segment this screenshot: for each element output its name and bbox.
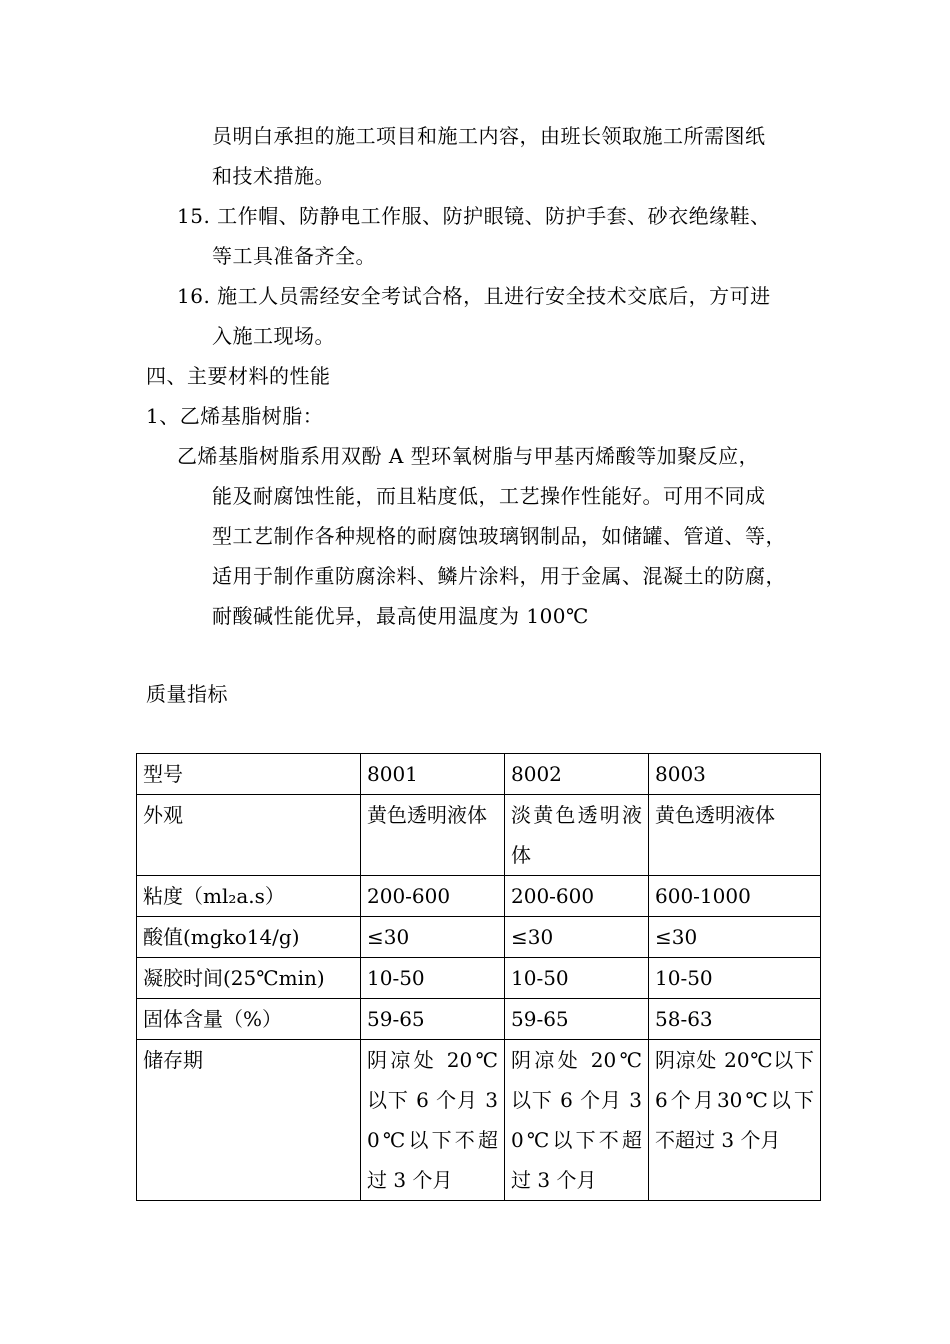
table-row [137,1040,821,1201]
table-row [137,754,821,795]
paragraph-line: 员明白承担的施工项目和施工内容，由班长领取施工所需图纸 [212,124,766,148]
table-row [137,958,821,999]
table-cell: 阴凉处 20℃以下 6 个月 30℃以下不超过 3 个月 [505,1040,649,1201]
table-cell: 59-65 [505,999,649,1040]
table-row [137,917,821,958]
paragraph-line: 适用于制作重防腐涂料、鳞片涂料，用于金属、混凝土的防腐， [212,564,786,588]
paragraph-line: 和技术措施。 [212,164,335,188]
table-cell: 粘度（ml₂a.s） [137,876,361,917]
table-cell: 8003 [649,754,821,795]
table-cell: 阴凉处 20℃以下6个月30℃以下不超过 3 个月 [649,1040,821,1201]
table-cell: 59-65 [361,999,505,1040]
table-cell: 阴凉处 20℃以下 6 个月 30℃以下不超过 3 个月 [361,1040,505,1201]
table-cell: 58-63 [649,999,821,1040]
paragraph-line: 型工艺制作各种规格的耐腐蚀玻璃钢制品，如储罐、管道、等， [212,524,786,548]
table-cell: ≤30 [505,917,649,958]
table-row [137,876,821,917]
table-cell: 10-50 [361,958,505,999]
table-cell: 凝胶时间(25℃min) [137,958,361,999]
table-cell: 200-600 [505,876,649,917]
quality-table [136,753,821,1201]
table-cell: 黄色透明液体 [649,795,821,876]
table-cell: 600-1000 [649,876,821,917]
table-cell: 型号 [137,754,361,795]
table-cell: 8001 [361,754,505,795]
table-cell: 固体含量（%） [137,999,361,1040]
table-cell: 10-50 [649,958,821,999]
table-cell: 酸值(mgko14/g) [137,917,361,958]
paragraph-line: 乙烯基脂树脂系用双酚 A 型环氧树脂与甲基丙烯酸等加聚反应， [177,444,760,468]
table-cell: 200-600 [361,876,505,917]
paragraph-line: 能及耐腐蚀性能，而且粘度低，工艺操作性能好。可用不同成 [212,484,766,508]
subsection-heading: 1、乙烯基脂树脂： [146,404,324,428]
paragraph-line: 入施工现场。 [212,324,335,348]
table-caption: 质量指标 [146,682,228,706]
table-cell: 8002 [505,754,649,795]
list-item-16: 16. 施工人员需经安全考试合格，且进行安全技术交底后，方可进 [177,284,771,308]
table-row [137,795,821,876]
section-heading: 四、主要材料的性能 [146,364,331,388]
list-item-15: 15. 工作帽、防静电工作服、防护眼镜、防护手套、砂衣绝缘鞋、 [177,204,771,228]
paragraph-line: 等工具准备齐全。 [212,244,376,268]
table-cell: 黄色透明液体 [361,795,505,876]
paragraph-line: 耐酸碱性能优异，最高使用温度为 100℃ [212,604,589,628]
table-row [137,999,821,1040]
table-cell: 储存期 [137,1040,361,1201]
table-cell: ≤30 [649,917,821,958]
table-cell: 10-50 [505,958,649,999]
table-cell: ≤30 [361,917,505,958]
table-cell: 外观 [137,795,361,876]
table-cell: 淡黄色透明液体 [505,795,649,876]
